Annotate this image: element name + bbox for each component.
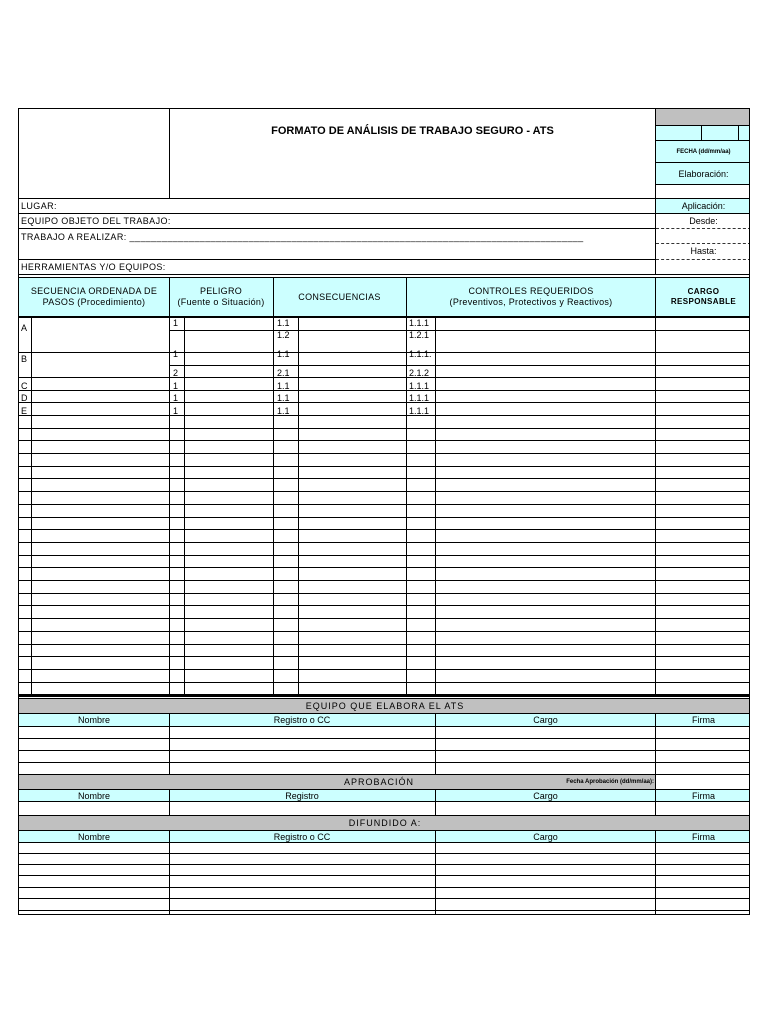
difundido-row-line [19, 864, 750, 865]
consec-d-1: 1.1 [277, 393, 290, 403]
peligro-e-1: 1 [173, 406, 179, 416]
equipo-section-title: EQUIPO QUE ELABORA EL ATS [19, 699, 750, 713]
consec-b-1: 1.1 [277, 349, 290, 359]
main-row-line [19, 377, 750, 378]
main-row-line [169, 330, 750, 331]
main-row-line [169, 365, 750, 366]
main-row-line [19, 517, 750, 518]
fecha-label: FECHA (dd/mm/aa) [656, 141, 750, 162]
date-entry-boxes [656, 126, 750, 140]
date-panel-header [656, 109, 750, 125]
header-secuencia-line1: SECUENCIA ORDENADA DE [30, 286, 158, 296]
main-row-line [19, 618, 750, 619]
step-e: E [21, 406, 28, 416]
difundido-row-line [19, 887, 750, 888]
difundido-col-firma: Firma [692, 831, 715, 842]
equipo-col-nombre: Nombre [77, 715, 110, 725]
main-col-line [435, 318, 436, 696]
header-peligro-line1: PELIGRO [199, 286, 243, 296]
main-row-line [19, 390, 750, 391]
peligro-b-2: 2 [173, 368, 179, 378]
main-row-line [19, 428, 750, 429]
aprobacion-section-title: APROBACIÓN [343, 776, 414, 787]
control-d-1: 1.1.1 [409, 393, 430, 403]
form-title: FORMATO DE ANÁLISIS DE TRABAJO SEGURO - ATS [271, 125, 554, 137]
peligro-d-1: 1 [173, 393, 179, 403]
header-controles-line2: (Preventivos, Protectivos y Reactivos) [449, 297, 613, 307]
step-b: B [21, 354, 28, 364]
equipo-row-line [19, 738, 750, 739]
main-row-line [19, 644, 750, 645]
aprobacion-col-firma: Firma [692, 790, 715, 801]
main-col-line [655, 318, 656, 696]
main-row-line [19, 352, 750, 353]
main-row-line [19, 542, 750, 543]
difundido-table-body[interactable] [19, 830, 750, 915]
header-peligro-line2: (Fuente o Situación) [177, 297, 265, 307]
equipo-col-line [169, 713, 170, 774]
peligro-a-1: 1 [173, 318, 179, 328]
peligro-c-1: 1 [173, 381, 179, 391]
equipo-col-cargo: Cargo [533, 715, 558, 725]
header-cargo-line1: CARGO [687, 287, 720, 296]
aprobacion-col-nombre: Nombre [77, 790, 110, 801]
step-c: C [21, 381, 28, 391]
elaboracion-value[interactable] [656, 185, 750, 198]
difundido-col-registro: Registro o CC [273, 831, 331, 842]
ats-form-sheet [18, 108, 750, 915]
difundido-row-line [19, 910, 750, 911]
aprobacion-fecha-label: Fecha Aprobación (dd/mm/aa): [566, 779, 654, 785]
difundido-row-line [19, 842, 750, 843]
consec-a-2: 1.2 [277, 330, 290, 340]
main-row-line [19, 631, 750, 632]
main-row-line [19, 580, 750, 581]
aprobacion-entry-row[interactable] [19, 802, 750, 815]
header-secuencia [19, 278, 169, 316]
equipo-row-line [19, 762, 750, 763]
main-col-line [184, 318, 185, 696]
main-row-line [19, 440, 750, 441]
control-b-2: 2.1.2 [409, 368, 430, 378]
header-cargo-line2: RESPONSABLE [670, 297, 737, 306]
control-a-2: 1.2.1 [409, 330, 430, 340]
herramientas-field[interactable]: HERRAMIENTAS Y/O EQUIPOS: [21, 262, 166, 272]
peligro-b-1: 1 [173, 349, 179, 359]
control-e-1: 1.1.1 [409, 406, 430, 416]
main-row-line [19, 453, 750, 454]
equipo-field[interactable]: EQUIPO OBJETO DEL TRABAJO: [21, 216, 171, 226]
main-row-line [19, 504, 750, 505]
trabajo-field[interactable]: TRABAJO A REALIZAR: ____________________________________________________________________________________ [21, 232, 584, 242]
step-a: A [21, 323, 28, 333]
main-row-line [19, 529, 750, 530]
control-b-1: 1.1.1. [409, 349, 432, 359]
main-row-line [19, 478, 750, 479]
header-controles-line1: CONTROLES REQUERIDOS [468, 286, 594, 296]
main-row-line [19, 605, 750, 606]
difundido-col-cargo: Cargo [533, 831, 558, 842]
main-row-line [19, 682, 750, 683]
equipo-row-line [19, 726, 750, 727]
consec-b-2: 2.1 [277, 368, 290, 378]
equipo-row-line [19, 750, 750, 751]
consec-c-1: 1.1 [277, 381, 290, 391]
difundido-section-title: DIFUNDIDO A: [19, 816, 750, 830]
consec-a-1: 1.1 [277, 318, 290, 328]
equipo-col-registro: Registro o CC [273, 715, 331, 725]
main-row-line [19, 491, 750, 492]
difundido-row-line [19, 898, 750, 899]
lugar-field[interactable]: LUGAR: [21, 201, 57, 211]
control-a-1: 1.1.1 [409, 318, 430, 328]
aplicacion-label: Aplicación: [656, 199, 750, 213]
main-row-line [19, 466, 750, 467]
difundido-row-line [19, 853, 750, 854]
main-col-line [298, 318, 299, 696]
main-col-line [273, 318, 274, 696]
main-row-line [19, 402, 750, 403]
header-controles [406, 278, 656, 316]
difundido-row-line [19, 875, 750, 876]
desde-label: Desde: [689, 216, 718, 226]
difundido-col-nombre: Nombre [77, 831, 110, 842]
main-col-line [31, 318, 32, 696]
equipo-col-line [655, 713, 656, 774]
main-row-line [19, 567, 750, 568]
header-secuencia-line2: PASOS (Procedimiento) [42, 297, 146, 307]
main-col-line [169, 318, 170, 696]
main-row-line [19, 415, 750, 416]
main-row-line [19, 656, 750, 657]
elaboracion-label: Elaboración: [656, 163, 750, 184]
step-d: D [21, 393, 28, 403]
equipo-table-body[interactable] [19, 713, 750, 774]
header-cargo [656, 278, 750, 316]
aprobacion-fecha-input[interactable] [656, 774, 750, 789]
aprobacion-col-registro: Registro [285, 790, 319, 801]
main-table-body [19, 318, 750, 696]
consec-e-1: 1.1 [277, 406, 290, 416]
aprobacion-col-cargo: Cargo [533, 790, 558, 801]
main-row-line [19, 593, 750, 594]
header-consecuencias: CONSECUENCIAS [298, 291, 381, 302]
hasta-label: Hasta: [690, 246, 717, 256]
equipo-col-line [435, 713, 436, 774]
equipo-col-firma: Firma [692, 715, 715, 725]
main-row-line [19, 555, 750, 556]
main-col-line [406, 318, 407, 696]
header-peligro [169, 278, 273, 316]
main-row-line [19, 669, 750, 670]
control-c-1: 1.1.1 [409, 381, 430, 391]
